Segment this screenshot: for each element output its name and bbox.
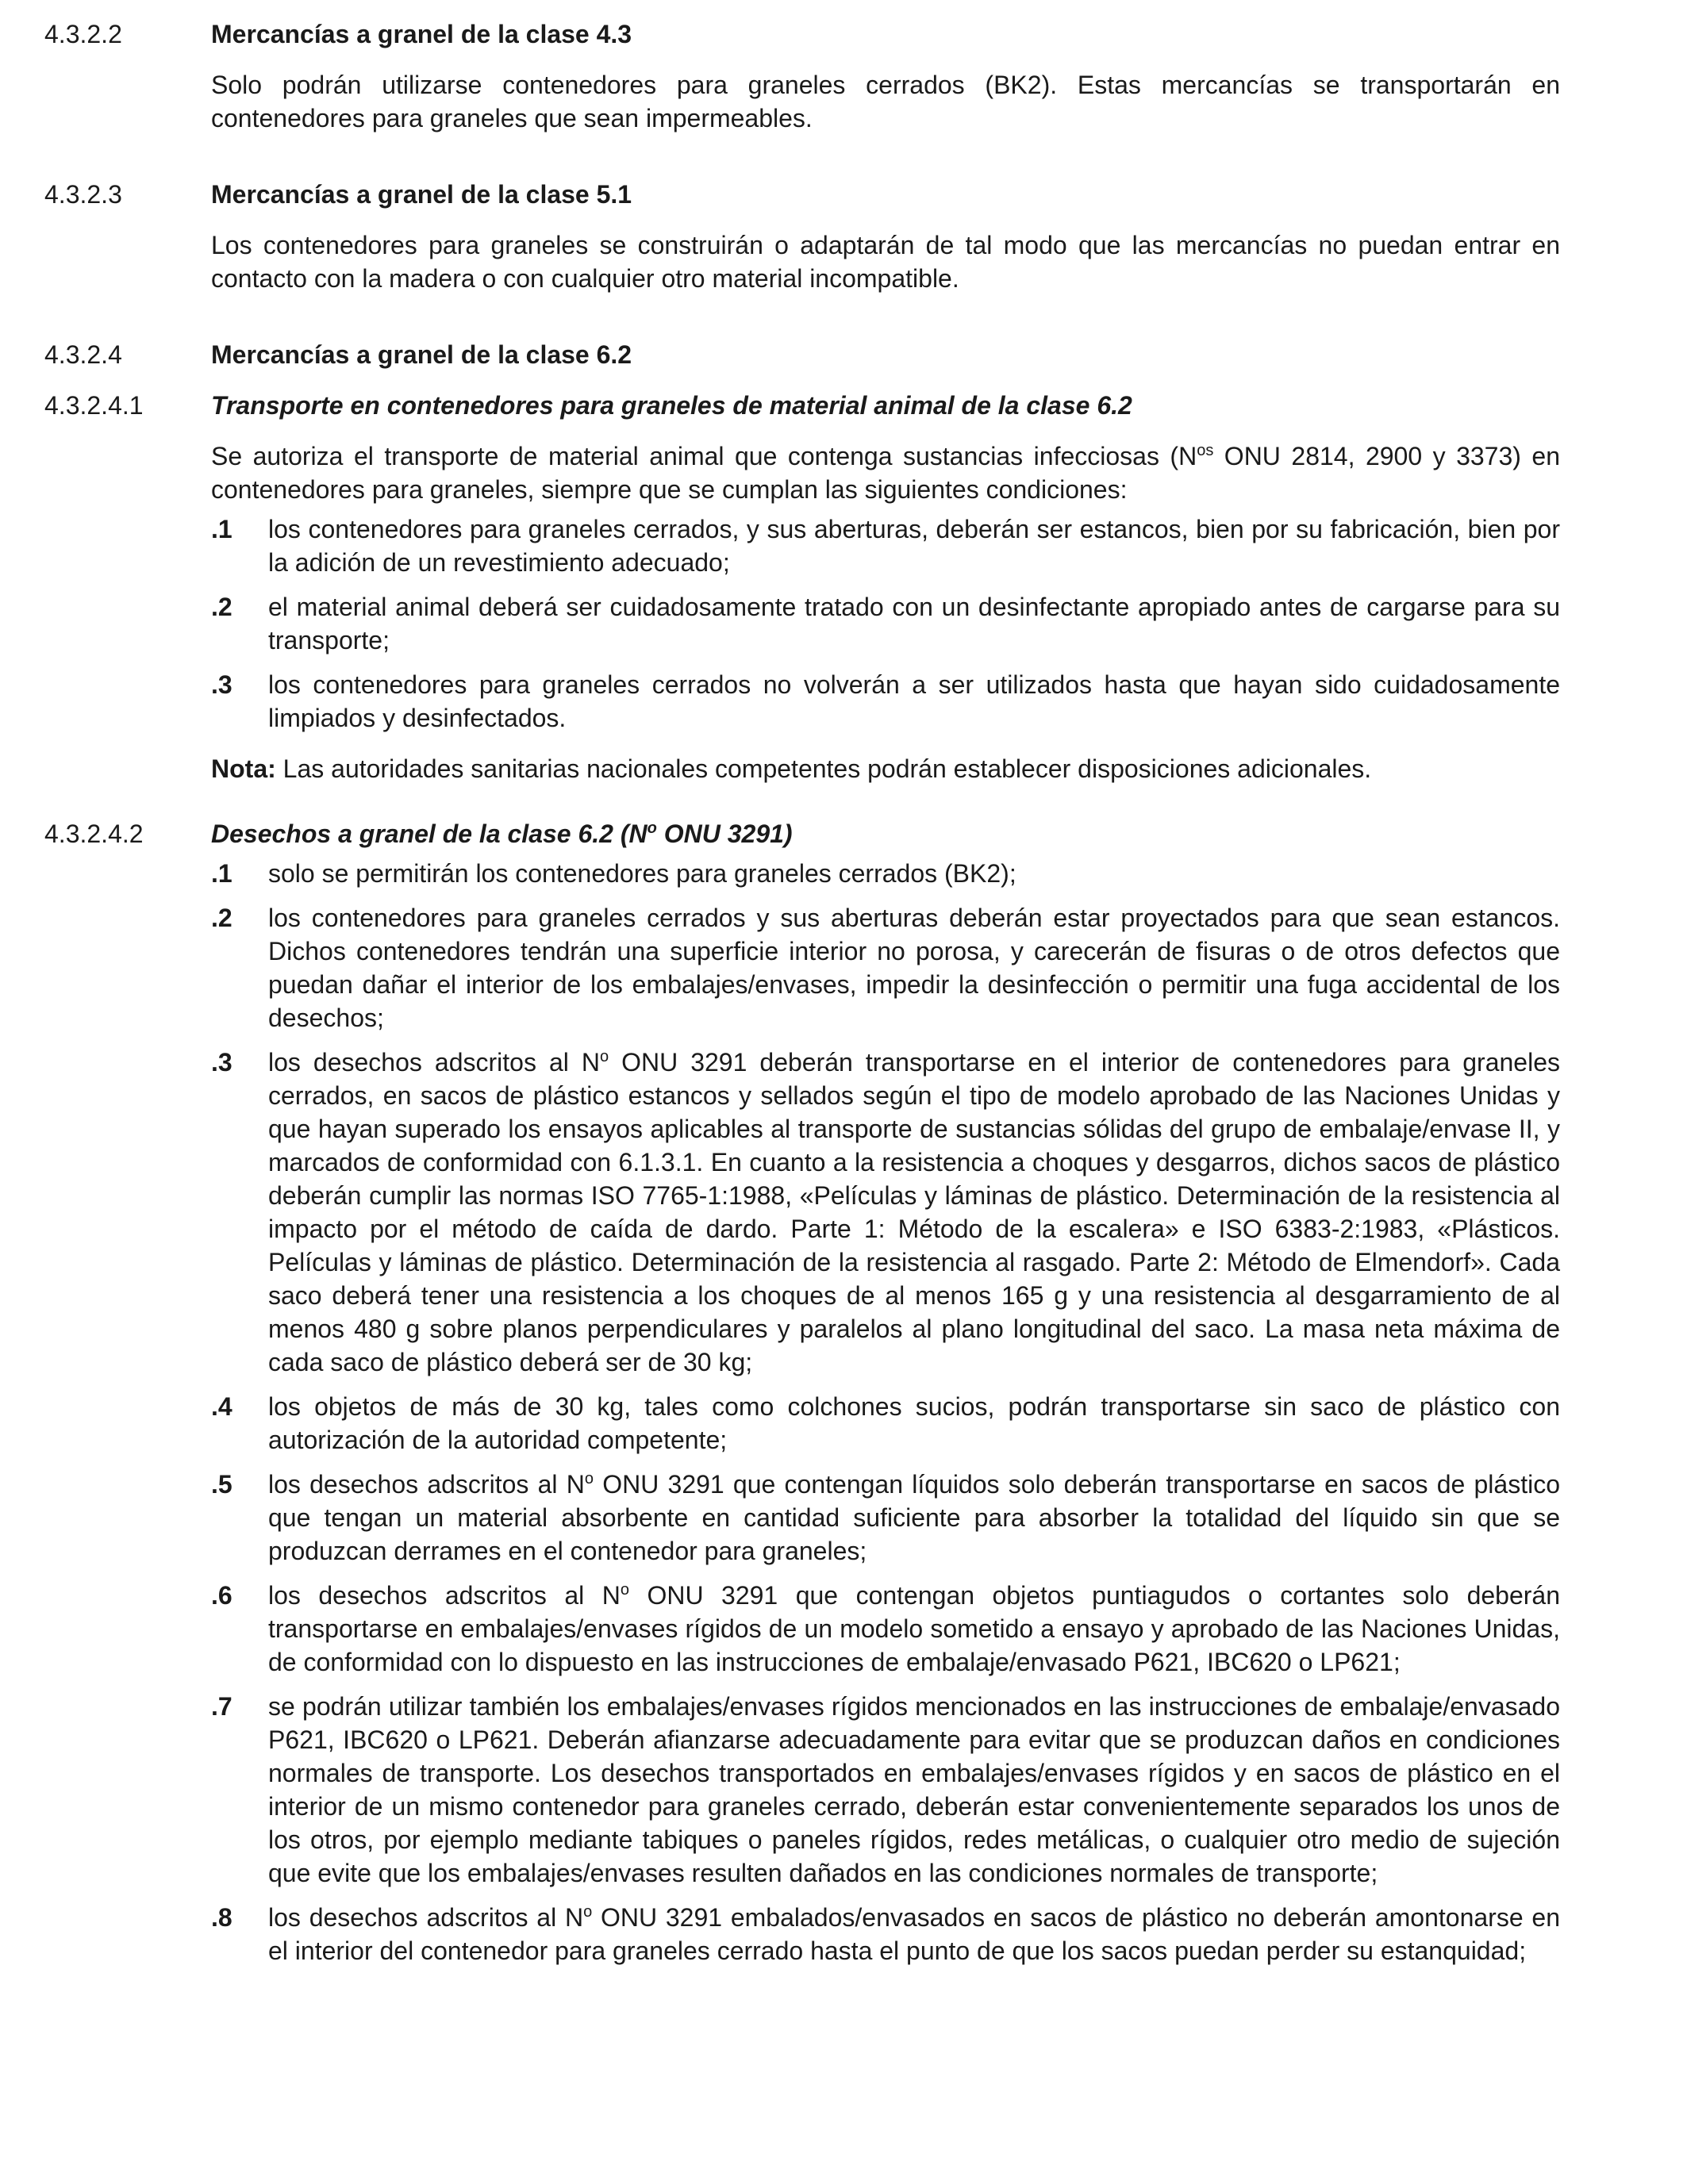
superscript: o — [620, 1581, 629, 1599]
item-text: se podrán utilizar también los embalajes/envases rígidos mencionados en las instrucciones de embalaje/envasado P621, IBC620 o LP621. Deberán afianzarse adecuadamente para evitar que se produzcan daños en condiciones normales de transporte. Los desechos transportados en embalajes/envases rígidos y en sacos de plástico en el interior de un mismo contenedor para graneles cerrado, deberán estar convenientemente separados los unos de los otros, por ejemplo mediante tabiques o paneles rígidos, redes metálicas, o cualquier otro medio de sujeción que evite que los embalajes/envases resulten dañados en las condiciones normales de transporte; — [268, 1692, 1560, 1887]
document-page — [44, 17, 1560, 1967]
superscript: o — [599, 1048, 609, 1065]
text-run: los desechos adscritos al N — [268, 1470, 585, 1499]
section-number: 4.3.2.3 — [44, 180, 122, 209]
text-run: Se autoriza el transporte de material animal que contenga sustancias infecciosas (N — [211, 442, 1197, 470]
list-item — [211, 1046, 1560, 1379]
list-item — [211, 1690, 1560, 1890]
section-title: Transporte en contenedores para graneles de material animal de la clase 6.2 — [211, 391, 1132, 420]
item-text: los contenedores para graneles cerrados y sus aberturas deberán estar proyectados para que sean estancos. Dichos contenedores tendrán una superficie interior no porosa, y carecerán de fisuras o de otros defectos que puedan dañar el interior de los embalajes/envases, impedir la desinfección o permitir una fuga accidental de los desechos; — [268, 904, 1560, 1032]
text-run: ONU 2814, 2900 y 3373) en contenedores para graneles, siempre que se cumplan las siguientes condiciones: — [211, 442, 1561, 504]
text-run: ONU 3291 que contengan objetos puntiagudos o cortantes solo deberán transportarse en embalajes/envases rígidos de un modelo sometido a ensayo y aprobado de las Naciones Unidas, de conformidad con lo dispuesto en las instrucciones de embalaje/envasado P621, IBC620 o LP621; — [268, 1581, 1561, 1676]
list-item — [211, 1579, 1560, 1679]
item-marker: .8 — [211, 1903, 232, 1932]
item-marker: .7 — [211, 1692, 232, 1721]
list-item — [211, 901, 1560, 1034]
item-text: los contenedores para graneles cerrados no volverán a ser utilizados hasta que hayan sido cuidadosamente limpiados y desinfectados. — [268, 670, 1560, 732]
section-body — [211, 228, 1560, 295]
section-heading-4-3-2-3 — [44, 178, 1560, 211]
section-title — [211, 817, 1560, 850]
section-heading-4-3-2-4 — [44, 338, 1560, 371]
item-text — [268, 1579, 1560, 1679]
text-run: ONU 3291) — [656, 819, 793, 848]
item-text — [268, 1901, 1560, 1967]
text-run: ONU 3291 que contengan líquidos solo deberán transportarse en sacos de plástico que tengan un material absorbente en cantidad suficiente para absorber la totalidad del líquido sin que se produzcan derrames en el contenedor para graneles; — [268, 1470, 1561, 1565]
note-text: Las autoridades sanitarias nacionales competentes podrán establecer disposiciones adicionales. — [275, 754, 1372, 783]
paragraph — [211, 439, 1560, 506]
item-text: los objetos de más de 30 kg, tales como colchones sucios, podrán transportarse sin saco de plástico con autorización de la autoridad competente; — [268, 1392, 1560, 1454]
item-marker: .4 — [211, 1392, 232, 1421]
list-item — [211, 1468, 1560, 1568]
text-run: los desechos adscritos al N — [268, 1581, 621, 1610]
list-item — [211, 512, 1560, 579]
section-number: 4.3.2.2 — [44, 20, 122, 48]
item-marker: .2 — [211, 593, 232, 621]
item-marker: .1 — [211, 515, 232, 543]
section-number: 4.3.2.4.2 — [44, 819, 144, 848]
section-heading-4-3-2-4-2 — [44, 817, 1560, 850]
note-label: Nota: — [211, 754, 276, 783]
list-item — [211, 1901, 1560, 1967]
superscript: o — [647, 819, 657, 837]
list-item — [211, 857, 1560, 890]
text-run: Desechos a granel de la clase 6.2 (N — [211, 819, 648, 848]
superscript: os — [1197, 442, 1214, 459]
section-number: 4.3.2.4 — [44, 340, 122, 369]
item-text — [268, 1046, 1560, 1379]
text-run: ONU 3291 deberán transportarse en el interior de contenedores para graneles cerrados, en sacos de plástico estancos y sellados según el tipo de modelo aprobado de las Naciones Unidas y que hayan superado los ensayos aplicables al transporte de sustancias sólidas del grupo de embalaje/envase II, y marcados de conformidad con 6.1.3.1. En cuanto a la resistencia a choques y desgarros, dichos sacos de plástico deberán cumplir las normas ISO 7765-1:1988, «Películas y láminas de plástico. Determinación de la resistencia al impacto por el método de caída de dardo. Parte 1: Método de la escalera» e ISO 6383-2:1983, «Plásticos. Películas y láminas de plástico. Determinación de la resistencia al rasgado. Parte 2: Método de Elmendorf». Cada saco deberá tener una resistencia a los choques de al menos 165 g y una resistencia al desgarramiento de al menos 480 g sobre planos perpendiculares y paralelos al plano longitudinal del saco. La masa neta máxima de cada saco de plástico deberá ser de 30 kg; — [268, 1048, 1561, 1376]
item-text: los contenedores para graneles cerrados, y sus aberturas, deberán ser estancos, bien por su fabricación, bien por la adición de un revestimiento adecuado; — [268, 515, 1560, 577]
section-title: Mercancías a granel de la clase 4.3 — [211, 20, 632, 48]
text-run: ONU 3291 embalados/envasados en sacos de plástico no deberán amontonarse en el interior del contenedor para graneles cerrado hasta el punto de que los sacos puedan perder su estanquidad; — [268, 1903, 1560, 1965]
section-title: Mercancías a granel de la clase 6.2 — [211, 340, 632, 369]
item-text — [268, 1468, 1560, 1568]
text-run: los desechos adscritos al N — [268, 1048, 600, 1077]
item-text: el material animal deberá ser cuidadosamente tratado con un desinfectante apropiado antes de cargarse para su transporte; — [268, 593, 1560, 654]
item-marker: .3 — [211, 670, 232, 699]
item-marker: .3 — [211, 1048, 232, 1077]
waste-list — [211, 857, 1560, 1967]
section-heading-4-3-2-2 — [44, 17, 1560, 51]
list-item — [211, 590, 1560, 657]
note-paragraph — [211, 752, 1560, 785]
paragraph: Los contenedores para graneles se construirán o adaptarán de tal modo que las mercancías no puedan entrar en contacto con la madera o con cualquier otro material incompatible. — [211, 231, 1560, 293]
paragraph: Solo podrán utilizarse contenedores para graneles cerrados (BK2). Estas mercancías se transportarán en contenedores para graneles que sean impermeables. — [211, 71, 1560, 132]
text-run: los desechos adscritos al N — [268, 1903, 584, 1932]
item-marker: .2 — [211, 904, 232, 932]
section-heading-4-3-2-4-1 — [44, 389, 1560, 422]
section-title: Mercancías a granel de la clase 5.1 — [211, 180, 632, 209]
section-body — [211, 439, 1560, 506]
item-marker: .1 — [211, 859, 232, 888]
list-item — [211, 668, 1560, 735]
section-body — [211, 68, 1560, 135]
note — [211, 752, 1560, 785]
item-marker: .5 — [211, 1470, 232, 1499]
item-marker: .6 — [211, 1581, 232, 1610]
section-number: 4.3.2.4.1 — [44, 391, 144, 420]
superscript: o — [583, 1903, 593, 1921]
superscript: o — [584, 1470, 594, 1487]
item-text: solo se permitirán los contenedores para graneles cerrados (BK2); — [268, 859, 1016, 888]
list-item — [211, 1390, 1560, 1457]
condition-list — [211, 512, 1560, 735]
